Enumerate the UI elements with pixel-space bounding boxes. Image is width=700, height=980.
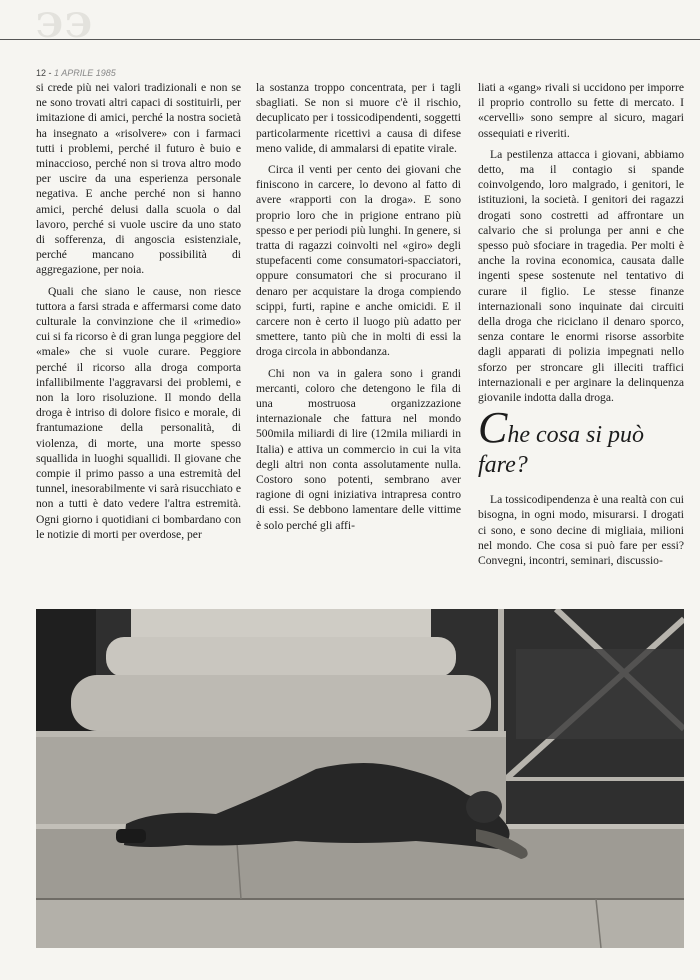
paragraph: Chi non va in galera sono i grandi mercanti, coloro che detengono le fila di una mostruosa organizzazione internazionale che fattura nel mondo 500mila miliardi di lire (12mila miliardi in Italia) e attiva un commercio in cui la vita degli altri non conta assolutamente nulla. Costoro sono potenti, sembrano aver ragione di ogni iniziativa intrapresa contro di essi. Se debbono lamentare delle vittime è solo perché gli affi- bbox=[256, 366, 461, 532]
heading-text: he cosa si può fare? bbox=[478, 422, 645, 479]
top-rule bbox=[0, 39, 700, 40]
folio-separator: - bbox=[46, 68, 55, 78]
publication-logo: ЭЭ bbox=[36, 6, 95, 46]
paragraph: Quali che siano le cause, non riesce tuttora a farsi strada e affermarsi come dato culturale la convinzione che il «rimedio» cui si fa ricorso è di gran lunga peggiore del «male» che si vuole curare. Peggiore perché il ricorso alla droga comporta infallibilmente l'aggravarsi dei problemi, e non la loro risoluzione. Il mondo della droga è intriso di dolore fisico e morale, di frantumazione della personalità, di violenza, di morte, una morte spesso squallida in luoghi squallidi. Il giovane che compie il primo passo a una estremità del tunnel, inesorabilmente vi sarà risucchiato e non a tutti è dato vedere l'altra estremità. Ogni giorno i quotidiani ci bombardano con le notizie di morti per overdose, per bbox=[36, 284, 241, 541]
issue-date: 1 APRILE 1985 bbox=[54, 68, 116, 78]
paragraph: La tossicodipendenza è una realtà con cui bisogna, in ogni modo, misurarsi. I drogati ci sono, e sono decine di migliaia, milioni nel mondo. Che cosa si può fare per essi? Convegni, incontri, seminari, discussio- bbox=[478, 493, 684, 568]
article-column-3 bbox=[478, 80, 684, 568]
paragraph: si crede più nei valori tradizionali e non se ne sono trovati altri capaci di sostituirli, per imitazione di amici, perché la nostra società ha insegnato a «risolvere» con i farmaci tutti i problemi, perché il futuro è buio e minaccioso, perché non si trova altro modo per uscire da una esperienza personale negativa. E anche perché non si hanno amici, perché delusi dalla scuola o dal lavoro, perché si vuole uscire da uno stato di sofferenza, di angoscia esistenziale, perché mancano possibilità di aggregazione, per noia. bbox=[36, 81, 241, 277]
column-base-lower bbox=[71, 675, 491, 731]
column-shaft bbox=[131, 609, 431, 637]
paragraph: liati a «gang» rivali si uccidono per imporre il proprio controllo su fette di mercato. I «cervelli» sono sempre al sicuro, magari ossequiati e riveriti. bbox=[478, 81, 684, 140]
column-base-upper bbox=[106, 637, 456, 677]
background-crowd bbox=[516, 649, 684, 739]
paragraph: la sostanza troppo concentrata, per i tagli sbagliati. Se non si muore c'è il rischio, decuplicato per i tossicodipendenti, soggetti particolarmente ricettivi a causa di difese meno valide, di ammalarsi di epatite virale. bbox=[256, 81, 461, 155]
paragraph: La pestilenza attacca i giovani, abbiamo detto, ma il contagio si spande coinvolgendo, loro malgrado, i genitori, le istituzioni, la società. I genitori dei ragazzi drogati sono costretti ad affrontare un calvario che si prolunga per anni e che spesso può sfociare in tragedia. Per molti è anche la rovina economica, causata dalle ingenti spese sostenute nel tentativo di curare il figlio. Le stesse finanze internazionali sono inquinate dai circuiti della droga che riciclano il denaro sporco, senza contare le enormi risorse assorbite dagli apparati di polizia impegnati nello sforzo per stroncare gli illeciti traffici internazionali e per arginare la delinquenza giovanile indotta dalla droga. bbox=[478, 147, 684, 405]
section-heading bbox=[478, 403, 684, 480]
photo-illustration bbox=[36, 609, 684, 948]
paragraph: Circa il venti per cento dei giovani che finiscono in carcere, lo devono al fatto di avere «rapporti con la droga». E sono proprio loro che in prigione entrano più spesso e per periodi più lunghi. In genere, si tratta di ragazzi coinvolti nel «giro» degli stupefacenti come consumatori-spacciatori, oppure consumatori che si procurano il denaro per acquistare la droga compiendo scippi, furti, rapine e anche omicidi. E il carcere non è certo il luogo più adatto per smettere, tanto più che in molti di essi la droga circola in abbondanza. bbox=[256, 163, 461, 359]
ground bbox=[36, 899, 684, 948]
article-column-2 bbox=[256, 80, 461, 533]
article-column-1 bbox=[36, 80, 241, 542]
plinth-top-edge bbox=[36, 731, 506, 737]
page-number: 12 bbox=[36, 68, 47, 78]
article-photo bbox=[36, 609, 684, 948]
heading-initial: C bbox=[478, 403, 508, 453]
folio bbox=[36, 68, 116, 78]
